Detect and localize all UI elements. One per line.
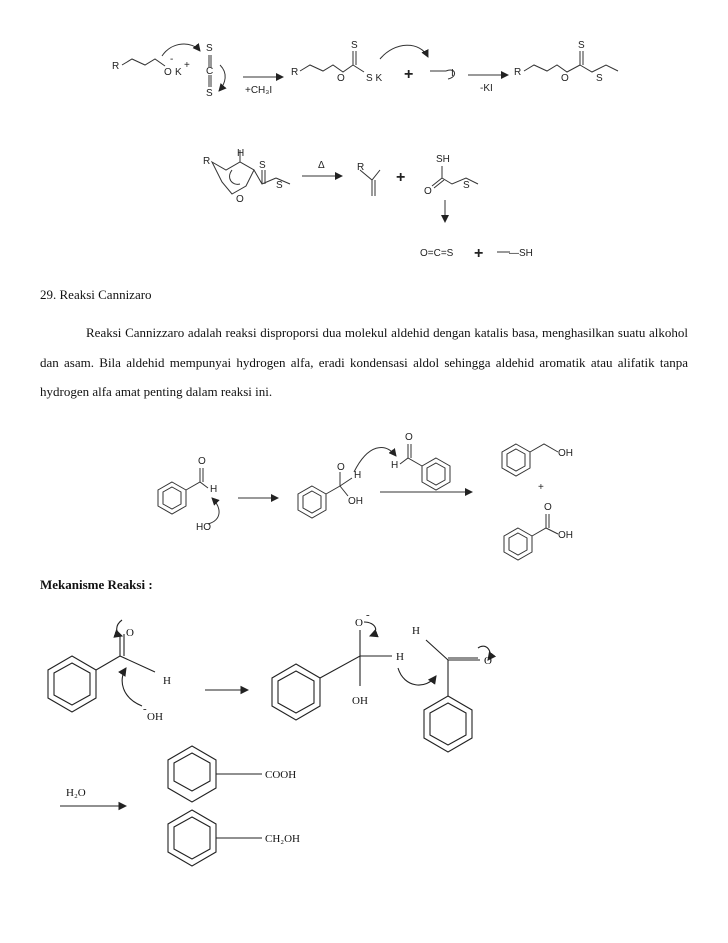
sh-label-2: —SH xyxy=(509,248,533,259)
o-label-4: O xyxy=(544,502,552,513)
s-label-1: S xyxy=(259,160,266,171)
mech-benzoic-acid-ring xyxy=(168,746,216,802)
r-label-2: R xyxy=(291,67,299,78)
plus-label: + xyxy=(184,60,190,71)
attack-arrow-1 xyxy=(162,44,200,56)
mech-hydride-arrow xyxy=(398,668,436,685)
mech-benzaldehyde-ring xyxy=(48,656,96,712)
s-label-top: S xyxy=(206,43,213,54)
cannizzaro-overview-svg xyxy=(0,420,728,570)
mechanism-scheme xyxy=(0,600,728,880)
dithiocarbonic-acid xyxy=(442,166,478,184)
h-label-2: H xyxy=(354,470,362,481)
h-label: H xyxy=(237,148,245,159)
charge-label: - xyxy=(170,54,174,65)
mechanism-scheme-svg xyxy=(0,600,728,880)
o-label-2: O xyxy=(337,462,345,473)
section-paragraph: Reaksi Cannizzaro adalah reaksi disproporsi dua molekul aldehid dengan katalis basa, menghasilkan suatu alkohol dan asam. Bila aldehid mempunyai hydrogen alfa, eradi kondensasi aldol sehingga aldehid aromatik atau alifatik tanpa hydrogen alfa amat penting dalam reaksi ini. xyxy=(40,325,688,399)
h-label-3: H xyxy=(391,460,399,471)
cyclic-transition-state xyxy=(212,162,254,194)
mech-o-label: O xyxy=(126,627,134,639)
r-label: R xyxy=(112,61,120,72)
mech-benzyl-alcohol-ring xyxy=(168,810,216,866)
alkyl-chain-1 xyxy=(122,59,165,66)
mech-oh-label-2: OH xyxy=(352,695,368,707)
section-heading: 29. Reaksi Cannizaro xyxy=(40,287,152,302)
hydride-transfer-arrow xyxy=(354,448,399,472)
ch2oh-label: CH₂OH xyxy=(265,833,301,845)
xanthate-scheme-svg xyxy=(0,35,728,115)
xanthate-formation-scheme xyxy=(0,35,728,115)
ocs-label: O=C=S xyxy=(420,248,454,259)
delta-label: Δ xyxy=(318,160,325,171)
mech-h-label-3: H xyxy=(412,625,420,637)
alkyl-chain-2 xyxy=(300,65,353,72)
k-label: K xyxy=(175,67,182,78)
mech-h-label: H xyxy=(163,675,171,687)
s-label-2: S xyxy=(351,40,358,51)
ch3i-label: +CH₃I xyxy=(245,85,273,96)
cannizzaro-overview-scheme xyxy=(0,420,728,570)
sh-label: SH xyxy=(436,154,450,165)
oh-label: OH xyxy=(348,496,363,507)
attack-arrow-2 xyxy=(380,45,428,59)
h-label: H xyxy=(210,484,218,495)
s-label-3: S xyxy=(578,40,585,51)
mech-h-label-2: H xyxy=(396,651,404,663)
mech-charge-label: - xyxy=(143,703,147,715)
o-label-2: O xyxy=(337,73,345,84)
alkyl-chain-3 xyxy=(524,65,580,72)
mech-o-label-3: O xyxy=(484,655,492,667)
s-label-bottom: S xyxy=(206,88,213,99)
mech-hydroxide-arrow xyxy=(122,668,142,706)
mech-oh-label: OH xyxy=(147,711,163,723)
plus-sign: + xyxy=(404,66,414,83)
o-label: O xyxy=(164,67,172,78)
elimination-scheme-svg xyxy=(0,140,728,265)
o-label-3: O xyxy=(405,432,413,443)
oh-label-3: OH xyxy=(558,530,573,541)
mech-o-label-2: O xyxy=(355,617,363,629)
mech-intermediate-ring xyxy=(272,664,320,720)
o-label: O xyxy=(236,194,244,205)
o-label: O xyxy=(198,456,206,467)
hydroxide-attack-arrow xyxy=(208,498,219,524)
plus-sign-2: + xyxy=(474,245,484,262)
r-label-3: R xyxy=(514,67,522,78)
oh-label-2: OH xyxy=(558,448,573,459)
elimination-scheme xyxy=(0,140,728,265)
minus-ki-label: -KI xyxy=(480,83,493,94)
sk-label: S K xyxy=(366,73,383,84)
r-label-2: R xyxy=(357,162,365,173)
mech-benzaldehyde-ring-2 xyxy=(424,696,472,752)
s-label-2: S xyxy=(276,180,283,191)
hydroxide-label: HO xyxy=(196,522,211,533)
plus-label: + xyxy=(538,482,544,493)
h2o-label: H₂O xyxy=(66,787,86,799)
s-label-4: S xyxy=(596,73,603,84)
o-label-2: O xyxy=(424,186,432,197)
c-label: C xyxy=(206,66,214,77)
s-label-3: S xyxy=(463,180,470,191)
i-label: I xyxy=(451,68,454,79)
cooh-label: COOH xyxy=(265,769,297,781)
o-label-3: O xyxy=(561,73,569,84)
mechanism-title: Mekanisme Reaksi : xyxy=(40,577,153,592)
mech-charge-label-2: - xyxy=(366,609,370,621)
r-label: R xyxy=(203,156,211,167)
plus-sign-1: + xyxy=(396,169,406,186)
